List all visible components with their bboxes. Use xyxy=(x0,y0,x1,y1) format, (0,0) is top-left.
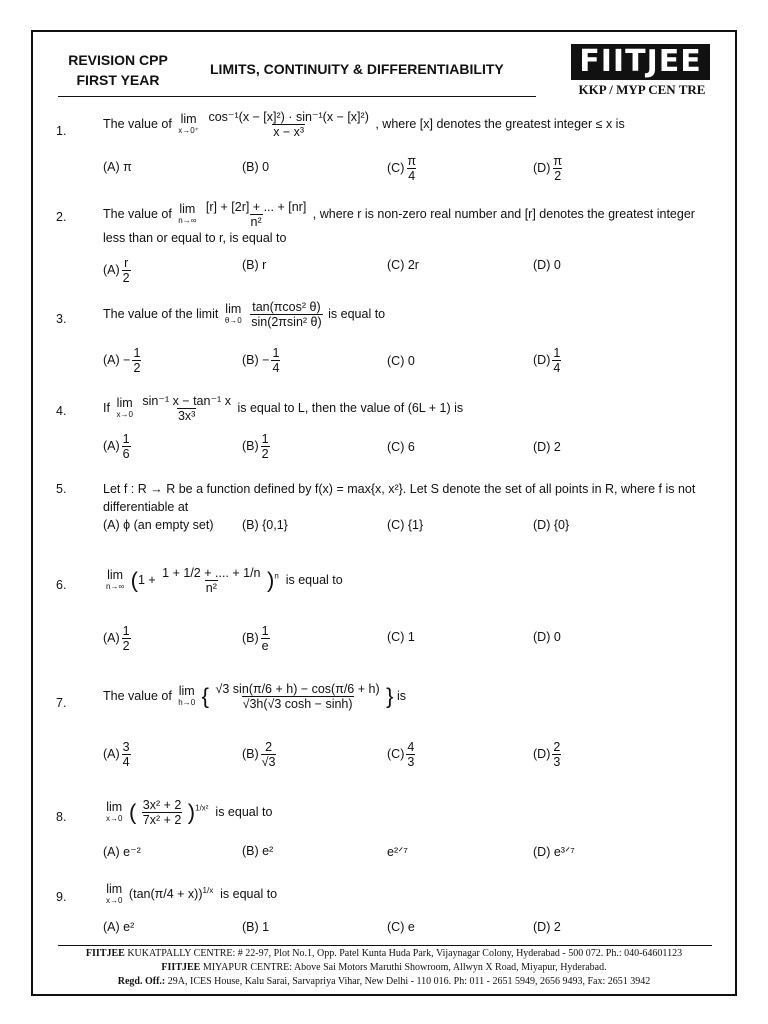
limit-variable: x→0 xyxy=(106,895,123,905)
numerator: π xyxy=(553,154,562,168)
left-paren: ( xyxy=(128,799,137,825)
limit-operator: lim n→∞ xyxy=(178,201,197,225)
option-c[interactable]: (C) 0 xyxy=(387,354,415,368)
limit-variable: x→0 xyxy=(106,813,123,823)
stem-body: tan(π/4 + x) xyxy=(133,887,199,902)
limit-variable: x→0 xyxy=(116,409,133,419)
limit-operator: lim x→0 xyxy=(116,395,133,419)
fiitjee-logo: FIITJEE xyxy=(571,44,710,80)
option-label: (A) xyxy=(103,262,120,277)
question-number: 8. xyxy=(56,810,67,824)
stem-text: is equal to xyxy=(220,887,278,902)
numerator: √3 sin(π/6 + h) − cos(π/6 + h) xyxy=(215,682,380,696)
right-brace: } xyxy=(386,683,394,709)
option-label: (C) xyxy=(387,746,405,761)
denominator: √3 xyxy=(261,755,276,769)
option-fraction xyxy=(132,346,141,375)
numerator: [r] + [2r] + ... + [nr] xyxy=(205,200,307,214)
option-a[interactable]: (A) ϕ (an empty set) xyxy=(103,518,214,532)
question-stem: Let f : R → R be a function defined by f(x) = max{x, x²}. Let S denote the set of all points in R, where f is not differentiable at xyxy=(103,482,696,514)
option-a[interactable] xyxy=(103,346,143,375)
denominator: 4 xyxy=(122,755,130,769)
option-d[interactable]: (D) 2 xyxy=(533,920,561,934)
exponent: 1/x xyxy=(202,886,214,895)
option-fraction xyxy=(552,740,561,769)
denominator: e xyxy=(261,639,269,653)
option-b[interactable] xyxy=(242,346,282,375)
limit-variable: x→0⁺ xyxy=(178,125,199,135)
stem-fraction xyxy=(207,110,369,139)
footer-line-3 xyxy=(32,976,736,987)
option-fraction xyxy=(261,624,270,653)
option-label: (B) xyxy=(242,438,259,453)
question-number: 7. xyxy=(56,696,67,710)
denominator: n² xyxy=(250,215,262,229)
denominator: 2 xyxy=(261,447,269,461)
exponent: n xyxy=(274,571,279,581)
stem-text: The value of the limit xyxy=(103,306,219,321)
footer-brand: FIITJEE xyxy=(161,962,201,973)
stem-text: is equal to L, then the value of (6L + 1) is xyxy=(237,400,464,415)
option-b[interactable] xyxy=(242,624,272,653)
question-stem xyxy=(103,394,720,423)
denominator: 4 xyxy=(272,361,280,375)
option-label: (A) xyxy=(103,746,120,761)
option-fraction xyxy=(271,346,280,375)
numerator: 3 xyxy=(122,740,130,754)
stem-text: The value of xyxy=(103,688,172,703)
denominator: 6 xyxy=(122,447,130,461)
question-stem: lim n→∞ (1 + $\frac{1 + 1/2 + .... + 1/n}{\text{n²}}$ )$^n$ is equal to xyxy=(106,566,343,595)
option-d[interactable]: (D) e³ᐟ⁷ xyxy=(533,845,575,859)
header-revision: REVISION CPP xyxy=(68,52,168,68)
option-c[interactable]: (C) 2r xyxy=(387,258,419,272)
denominator: √3h(√3 cosh − sinh) xyxy=(242,697,353,711)
denominator: 7x² + 2 xyxy=(142,813,182,827)
option-label: (B) xyxy=(242,630,259,645)
denominator: 2 xyxy=(133,361,141,375)
header-year: FIRST YEAR xyxy=(76,72,160,88)
option-c[interactable] xyxy=(387,740,417,769)
option-c[interactable]: (C) 6 xyxy=(387,440,415,454)
limit-operator: lim θ→0 xyxy=(224,301,242,325)
option-a[interactable]: (A) e⁻² xyxy=(103,845,141,859)
option-a[interactable] xyxy=(103,624,133,653)
option-a[interactable]: (A) π xyxy=(103,160,132,174)
option-label: (A) xyxy=(103,438,120,453)
right-paren: ) xyxy=(267,567,275,593)
option-fraction xyxy=(406,154,417,183)
option-d[interactable] xyxy=(533,740,563,769)
option-d[interactable]: (D) 2 xyxy=(533,440,561,454)
option-b[interactable]: (B) 0 xyxy=(242,160,270,174)
option-fraction xyxy=(406,740,415,769)
option-b[interactable] xyxy=(242,740,278,769)
denominator: 4 xyxy=(553,361,561,375)
option-fraction xyxy=(552,346,561,375)
option-a[interactable] xyxy=(103,432,133,461)
option-d[interactable] xyxy=(533,346,563,375)
option-label: (B) xyxy=(242,746,259,761)
question-number: 6. xyxy=(56,578,67,592)
left-brace: { xyxy=(201,683,210,709)
footer-text: 29A, ICES House, Kalu Sarai, Sarvapriya Vihar, New Delhi - 110 016. Ph: 011 - 2651 5949, 2656 9493, Fax: 2651 3942 xyxy=(167,976,651,987)
question-stem xyxy=(103,300,720,329)
numerator: 1 xyxy=(261,432,269,446)
numerator: 1 xyxy=(261,624,269,638)
stem-text: The value of xyxy=(103,206,172,221)
denominator: 2 xyxy=(122,639,130,653)
question-number: 4. xyxy=(56,404,67,418)
limit-variable: n→∞ xyxy=(106,581,125,591)
left-paren: ( xyxy=(130,567,138,593)
option-fraction xyxy=(122,624,131,653)
option-fraction xyxy=(261,740,277,769)
option-b[interactable] xyxy=(242,432,272,461)
option-d[interactable]: (D) {0} xyxy=(533,518,570,532)
numerator: 1 xyxy=(122,624,130,638)
denominator: 3x³ xyxy=(177,409,196,423)
header-divider xyxy=(58,96,536,97)
footer-brand: FIITJEE xyxy=(85,948,125,959)
stem-text: The value of xyxy=(103,116,172,131)
option-label: (B) − xyxy=(242,352,270,367)
footer-line-2 xyxy=(32,962,736,973)
centre-label: KKP / MYP CEN TRE xyxy=(578,82,706,97)
question-number: 2. xyxy=(56,210,67,224)
numerator: 4 xyxy=(407,740,415,754)
denominator: 3 xyxy=(407,755,415,769)
footer-label: Regd. Off.: xyxy=(117,976,166,987)
option-d[interactable] xyxy=(533,154,565,183)
numerator: 2 xyxy=(265,740,273,754)
option-d[interactable]: (D) 0 xyxy=(533,258,561,272)
option-fraction xyxy=(122,740,131,769)
numerator: 1 xyxy=(553,346,561,360)
limit-operator: lim x→0 xyxy=(106,881,123,905)
stem-fraction xyxy=(142,798,183,827)
limit-operator: lim x→0 xyxy=(106,799,123,823)
denominator: x − x³ xyxy=(273,125,305,139)
stem-text: If xyxy=(103,400,110,415)
stem-fraction xyxy=(161,566,261,595)
header-left xyxy=(62,50,174,90)
stem-text: is equal to xyxy=(285,572,343,587)
stem-fraction xyxy=(205,200,307,229)
stem-text: , where r is non-zero real number and [r] denotes the greatest integer less than or equal to r, is equal to xyxy=(103,206,695,245)
exponent: 1/x² xyxy=(195,803,209,813)
stem-text: is xyxy=(396,688,406,703)
limit-variable: n→∞ xyxy=(178,215,197,225)
option-a[interactable] xyxy=(103,740,133,769)
option-c[interactable] xyxy=(387,154,419,183)
option-b[interactable]: (B) r xyxy=(242,258,267,272)
stem-text: , where [x] denotes the greatest integer ≤ x is xyxy=(375,116,625,131)
stem-fraction xyxy=(250,300,322,329)
question-number: 5. xyxy=(56,482,67,496)
option-fraction xyxy=(122,256,131,285)
header-title: LIMITS, CONTINUITY & DIFFERENTIABILITY xyxy=(210,61,504,77)
numerator: 2 xyxy=(553,740,561,754)
option-label: (A) − xyxy=(103,352,131,367)
numerator: sin⁻¹ x − tan⁻¹ x xyxy=(142,394,231,408)
option-b[interactable]: (B) e² xyxy=(242,844,274,858)
footer-divider xyxy=(58,945,712,946)
numerator: 1 + 1/2 + .... + 1/n xyxy=(162,566,261,580)
option-label: (C) xyxy=(387,160,405,175)
option-c[interactable]: e²ᐟ⁷ xyxy=(387,845,408,859)
denominator: 4 xyxy=(408,169,416,183)
stem-fraction xyxy=(215,682,381,711)
denominator: n² xyxy=(205,581,217,595)
option-b[interactable]: (B) {0,1} xyxy=(242,518,288,532)
question-stem: lim x→0 $(\tan(\pi/4 + x))^{1/x}$ is equal to xyxy=(106,881,278,905)
limit-operator: lim x→0⁺ xyxy=(178,111,199,135)
question-number: 9. xyxy=(56,890,67,904)
option-label: (A) xyxy=(103,630,120,645)
numerator: cos⁻¹(x − [x]²) · sin⁻¹(x − [x]²) xyxy=(208,110,369,124)
option-c[interactable]: (C) {1} xyxy=(387,518,424,532)
question-stem xyxy=(103,798,720,827)
question-stem xyxy=(103,682,720,711)
option-b[interactable]: (B) 1 xyxy=(242,920,270,934)
numerator: π xyxy=(407,154,416,168)
footer-text: MIYAPUR CENTRE: Above Sai Motors Maruthi Showroom, Allwyn X Road, Miyapur, Hyderabad. xyxy=(202,962,607,973)
stem-text: is equal to xyxy=(328,306,386,321)
numerator: 1 xyxy=(133,346,141,360)
numerator: 3x² + 2 xyxy=(142,798,182,812)
denominator: 2 xyxy=(122,271,130,285)
footer-line-1 xyxy=(32,948,736,959)
option-fraction xyxy=(122,432,131,461)
right-paren: ) xyxy=(187,799,196,825)
question-number: 3. xyxy=(56,312,67,326)
question-number: 1. xyxy=(56,124,67,138)
option-fraction xyxy=(552,154,563,183)
option-label: (D) xyxy=(533,746,551,761)
numerator: r xyxy=(124,256,129,270)
option-a[interactable] xyxy=(103,256,133,285)
limit-operator: lim n→∞ xyxy=(106,567,125,591)
stem-text: is equal to xyxy=(215,804,273,819)
option-label: (D) xyxy=(533,160,551,175)
denominator: sin(2πsin² θ) xyxy=(251,315,322,329)
question-stem xyxy=(103,200,720,247)
option-label: (D) xyxy=(533,352,551,367)
option-a[interactable]: (A) e² xyxy=(103,920,135,934)
option-c[interactable]: (C) e xyxy=(387,920,415,934)
denominator: 3 xyxy=(553,755,561,769)
option-c[interactable]: (C) 1 xyxy=(387,630,415,644)
numerator: 1 xyxy=(272,346,280,360)
limit-operator: lim h→0 xyxy=(178,683,196,707)
footer-text: KUKATPALLY CENTRE: # 22-97, Plot No.1, Opp. Patel Kunta Huda Park, Vijaynagar Colony, Hyderabad - 500 072. Ph.: 040-64601123 xyxy=(127,948,683,959)
question-stem xyxy=(103,110,720,139)
numerator: 1 xyxy=(122,432,130,446)
denominator: 2 xyxy=(554,169,562,183)
stem-fraction xyxy=(141,394,232,423)
numerator: tan(πcos² θ) xyxy=(252,300,321,314)
option-d[interactable]: (D) 0 xyxy=(533,630,561,644)
limit-variable: h→0 xyxy=(178,697,196,707)
option-fraction xyxy=(261,432,270,461)
limit-variable: θ→0 xyxy=(224,315,242,325)
